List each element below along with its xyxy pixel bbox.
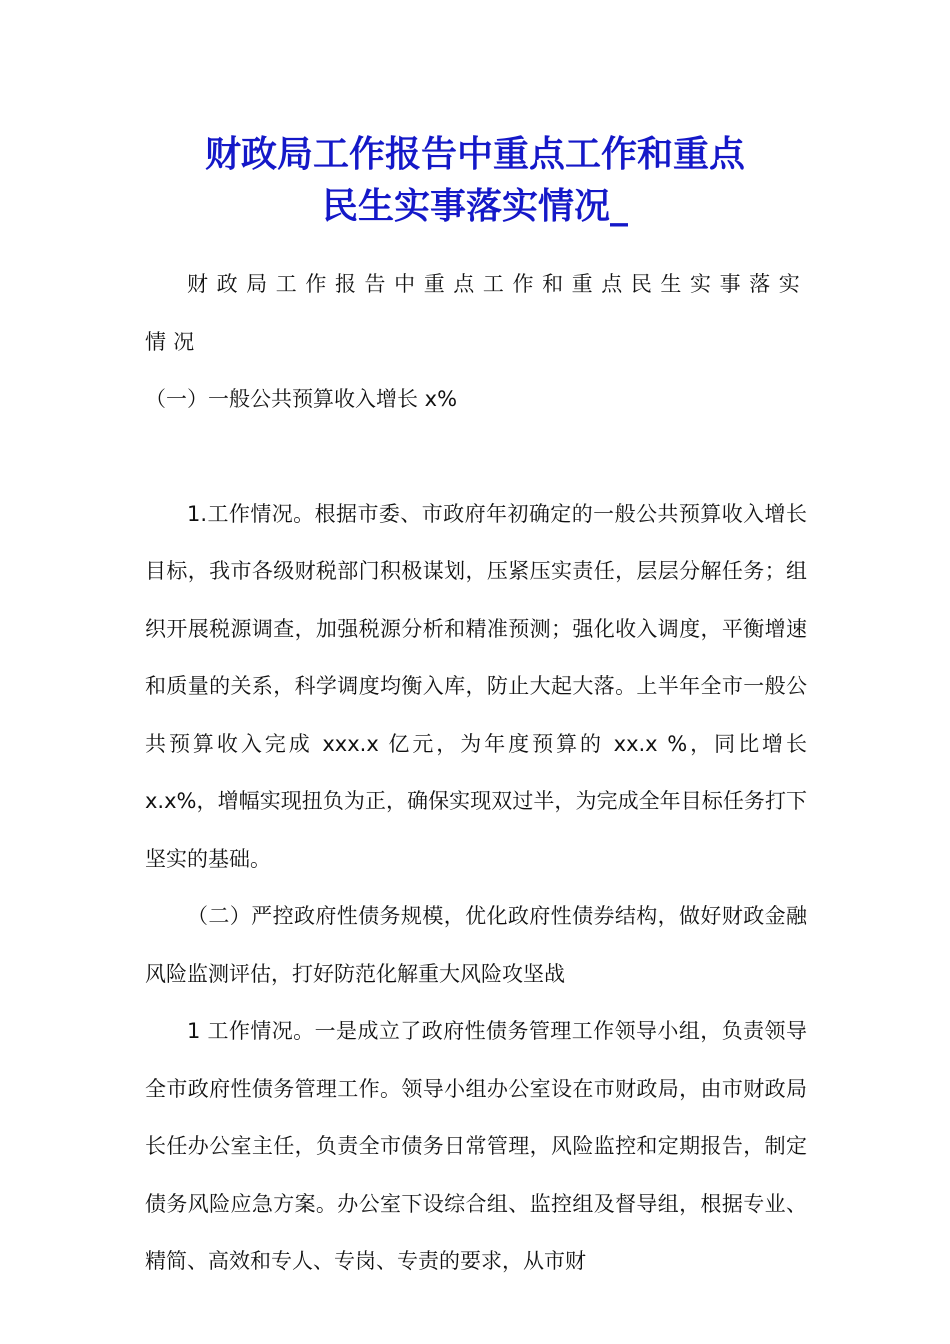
paragraph-heading: 财政局工作报告中重点工作和重点民生实事落实情况: [145, 272, 807, 354]
document-title: [120, 128, 830, 232]
paragraph-2: 1 工作情况。一是成立了政府性债务管理工作领导小组，负责领导全市政府性债务管理工作。领导小组办公室设在市财政局，由市财政局长任办公室主任，负责全市债务日常管理，风险监控和定期报告，制定债务风险应急方案。办公室下设综合组、监控组及督导组，根据专业、精简、高效和专人、专岗、专责的要求，从市财: [145, 1019, 807, 1273]
section-heading-2: （二）严控政府性债务规模，优化政府性债券结构，做好财政金融风险监测评估，打好防范化解重大风险攻坚战: [145, 904, 807, 986]
paragraph-spacer: [145, 429, 807, 486]
paragraph-1: 1.工作情况。根据市委、市政府年初确定的一般公共预算收入增长目标，我市各级财税部门积极谋划，压紧压实责任，层层分解任务；组织开展税源调查，加强税源分析和精准预测；强化收入调度，平衡增速和质量的关系，科学调度均衡入库，防止大起大落。上半年全市一般公共预算收入完成 xxx.x 亿元，为年度预算的 xx.x %，同比增长 x.x%，增幅实现扭负为正，确保实现双过半，为完成全年目标任务打下坚实的基础。: [145, 501, 807, 871]
title-line-1: 财政局工作报告中重点工作和重点: [204, 133, 745, 175]
document-body: [145, 256, 807, 1291]
section-heading-1: （一）一般公共预算收入增长 x%: [145, 387, 458, 411]
title-line-2: 民生实事落实情况_: [321, 185, 628, 227]
